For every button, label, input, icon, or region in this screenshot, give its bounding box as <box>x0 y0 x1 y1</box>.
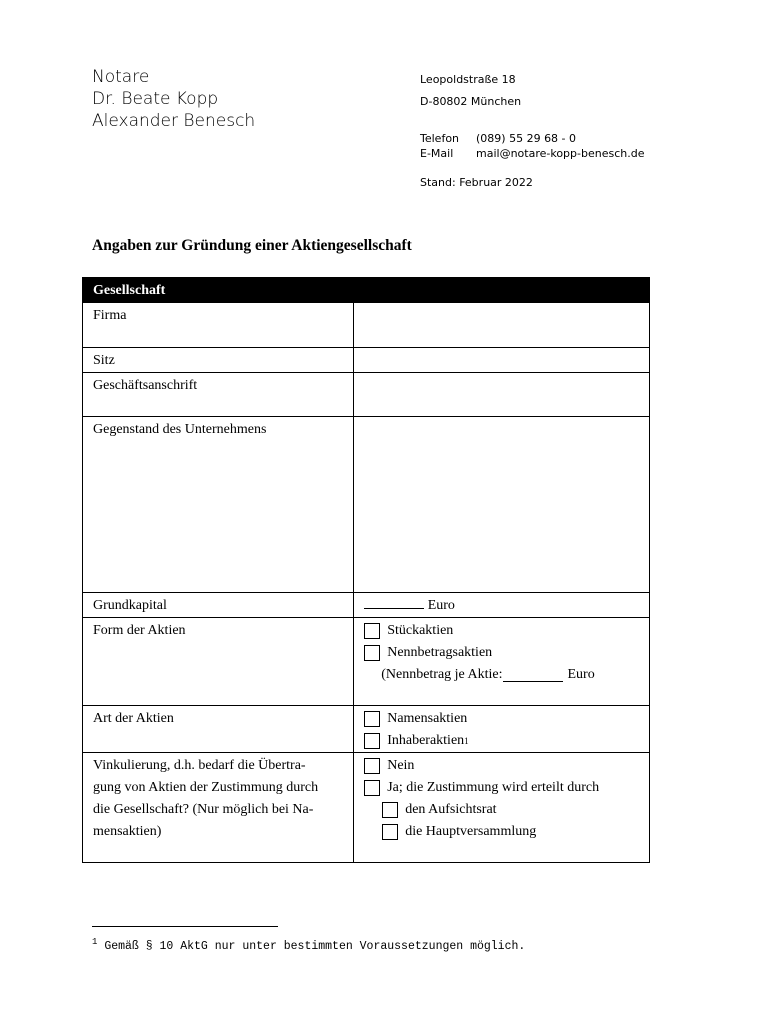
city: D-80802 München <box>420 95 522 108</box>
vink-line-1: Vinkulierung, d.h. bedarf die Übertra- <box>93 758 306 773</box>
stand-date: Stand: Februar 2022 <box>420 176 533 189</box>
option-aufsichtsrat[interactable] <box>364 799 639 821</box>
label-inhaberaktien: Inhaberaktien <box>387 733 465 748</box>
label-gegenstand: Gegenstand des Unternehmens <box>83 417 354 593</box>
label-grundkapital: Grundkapital <box>83 593 354 618</box>
label-nein: Nein <box>387 758 415 773</box>
row-gegenstand <box>83 417 650 593</box>
label-sitz: Sitz <box>83 348 354 373</box>
email-label: E-Mail <box>420 147 454 160</box>
phone-number: (089) 55 29 68 - 0 <box>476 132 577 145</box>
office-title: Notare <box>92 67 150 87</box>
form-heading: Angaben zur Gründung einer Aktiengesellschaft <box>92 237 412 254</box>
nennbetrag-blank[interactable] <box>503 669 563 682</box>
checkbox-nennbetragsaktien[interactable] <box>364 645 380 661</box>
company-form-table <box>82 277 650 863</box>
row-vinkulierung <box>83 753 650 863</box>
label-firma: Firma <box>83 303 354 348</box>
checkbox-nein[interactable] <box>364 758 380 774</box>
checkbox-ja[interactable] <box>364 780 380 796</box>
field-gegenstand[interactable] <box>354 417 650 593</box>
field-sitz[interactable] <box>354 348 650 373</box>
label-nennbetragsaktien: Nennbetragsaktien <box>387 645 493 660</box>
row-anschrift <box>83 373 650 417</box>
header-empty <box>354 278 650 303</box>
vink-line-3: die Gesellschaft? (Nur möglich bei Na- <box>93 802 314 817</box>
checkbox-hauptversammlung[interactable] <box>382 824 398 840</box>
options-form <box>354 618 650 706</box>
header-gesellschaft: Gesellschaft <box>83 278 354 303</box>
footnote <box>92 937 526 953</box>
grundkapital-unit: Euro <box>427 598 455 613</box>
row-sitz <box>83 348 650 373</box>
label-namensaktien: Namensaktien <box>387 711 468 726</box>
email-address[interactable]: mail@notare-kopp-benesch.de <box>476 147 645 160</box>
nennbetrag-line <box>364 664 639 686</box>
field-grundkapital[interactable] <box>354 593 650 618</box>
checkbox-inhaberaktien[interactable] <box>364 733 380 749</box>
phone-row <box>420 131 576 146</box>
notary-name-1: Dr. Beate Kopp <box>92 89 219 109</box>
checkbox-stueckaktien[interactable] <box>364 623 380 639</box>
phone-label: Telefon <box>420 132 460 145</box>
label-ja: Ja; die Zustimmung wird erteilt durch <box>387 780 600 795</box>
option-inhaberaktien[interactable]: Inhaberaktien 1 <box>364 730 639 752</box>
nennbetrag-label: (Nennbetrag je Aktie: <box>381 667 503 682</box>
vink-line-2: gung von Aktien der Zustimmung durch <box>93 780 319 795</box>
option-stueckaktien[interactable] <box>364 620 639 642</box>
option-hauptversammlung[interactable] <box>364 821 639 843</box>
field-firma[interactable] <box>354 303 650 348</box>
option-ja[interactable] <box>364 777 639 799</box>
nennbetrag-unit: Euro <box>567 667 595 682</box>
table-header-row <box>83 278 650 303</box>
label-anschrift: Geschäftsanschrift <box>83 373 354 417</box>
label-aufsichtsrat: den Aufsichtsrat <box>405 802 497 817</box>
street: Leopoldstraße 18 <box>420 73 516 86</box>
row-firma <box>83 303 650 348</box>
label-hauptversammlung: die Hauptversammlung <box>405 824 537 839</box>
notary-office-name <box>92 66 255 132</box>
label-form: Form der Aktien <box>83 618 354 706</box>
email-row <box>420 146 644 161</box>
option-nein[interactable] <box>364 755 639 777</box>
option-nennbetragsaktien[interactable] <box>364 642 639 664</box>
label-art: Art der Aktien <box>83 706 354 753</box>
footnote-divider <box>92 926 278 927</box>
footnote-marker: 1 <box>92 937 98 948</box>
row-grundkapital <box>83 593 650 618</box>
checkbox-aufsichtsrat[interactable] <box>382 802 398 818</box>
checkbox-namensaktien[interactable] <box>364 711 380 727</box>
options-vinkulierung <box>354 753 650 863</box>
grundkapital-blank[interactable] <box>364 596 424 609</box>
footnote-text: Gemäß § 10 AktG nur unter bestimmten Voraussetzungen möglich. <box>104 940 526 953</box>
field-anschrift[interactable] <box>354 373 650 417</box>
row-form <box>83 618 650 706</box>
label-stueckaktien: Stückaktien <box>387 623 454 638</box>
options-art <box>354 706 650 753</box>
option-namensaktien[interactable] <box>364 708 639 730</box>
row-art <box>83 706 650 753</box>
label-vinkulierung <box>83 753 354 863</box>
notary-name-2: Alexander Benesch <box>92 111 256 131</box>
vink-line-4: mensaktien) <box>93 824 162 839</box>
